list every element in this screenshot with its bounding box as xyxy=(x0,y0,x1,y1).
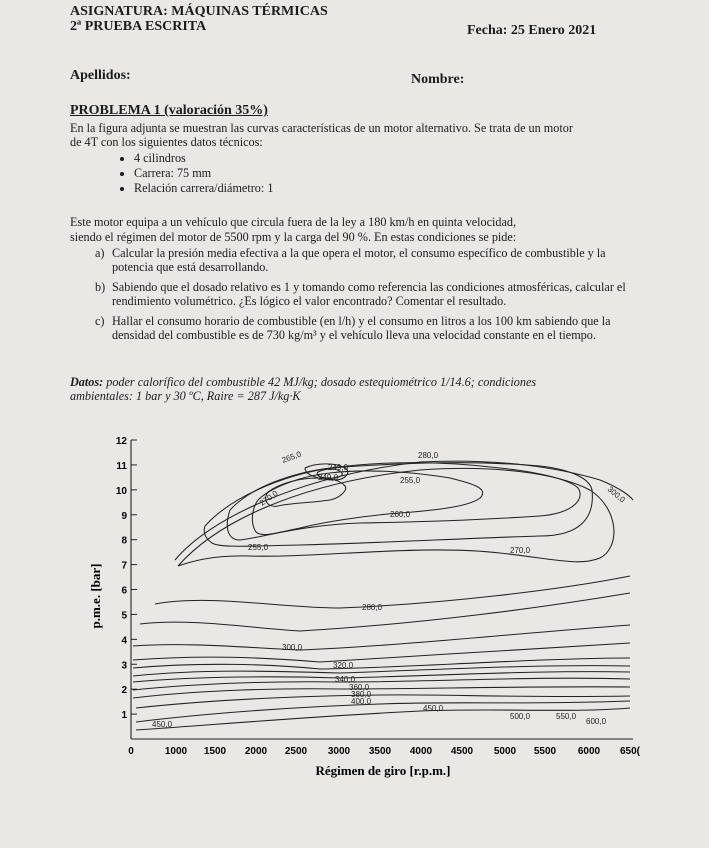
contour-label: 265,0 xyxy=(280,449,303,465)
y-tick-label: 10 xyxy=(115,485,127,497)
y-tick-label: 8 xyxy=(121,535,127,547)
scenario-line-1: Este motor equipa a un vehículo que circula fuera de la ley a 180 km/h en quinta velocidad, xyxy=(70,215,517,229)
y-tick-label: 12 xyxy=(115,436,127,447)
contour-label: 450,0 xyxy=(423,704,444,713)
question-b-text: Sabiendo que el dosado relativo es 1 y tomando como referencia las condiciones atmosféricas, calcular el rendimiento volumétrico. ¿Es lógico el valor encontrado? Comentar el resultado. xyxy=(112,280,626,308)
x-tick-label: 4500 xyxy=(450,746,474,757)
contour-label: 360,0 xyxy=(349,683,370,692)
contour-label: 450,0 xyxy=(152,720,173,729)
contour-line xyxy=(133,678,630,690)
y-tick-labels xyxy=(116,436,128,721)
x-tick-label: 1000 xyxy=(164,746,188,757)
engine-map-chart xyxy=(0,428,709,848)
exam-name: 2ª PRUEBA ESCRITA xyxy=(70,19,207,34)
x-tick-label: 1500 xyxy=(203,746,227,757)
contour-line xyxy=(155,576,630,608)
y-tick-label: 2 xyxy=(121,685,127,697)
contour-label: 500,0 xyxy=(510,712,531,721)
question-a-label: a) xyxy=(95,246,105,260)
contour-line xyxy=(136,695,630,708)
contour-line xyxy=(252,471,482,535)
x-tick-label: 6000 xyxy=(577,746,601,757)
x-tick-labels xyxy=(128,746,640,757)
y-tick-label: 3 xyxy=(121,660,127,672)
contour-curves xyxy=(133,461,633,730)
contour-line xyxy=(133,672,630,682)
name-label: Nombre: xyxy=(411,72,465,87)
contour-label: 260,0 xyxy=(390,510,411,519)
x-tick-label: 2000 xyxy=(244,746,268,757)
contour-label: 280,0 xyxy=(418,451,439,460)
contour-label: 249,0 xyxy=(328,463,349,472)
y-tick-label: 6 xyxy=(121,585,127,597)
data-label: Datos: xyxy=(70,375,104,389)
data-line-1 xyxy=(70,375,536,389)
x-tick-label: 2500 xyxy=(284,746,308,757)
y-axis-title: p.m.e. [bar] xyxy=(88,563,103,629)
x-tick-label: 4000 xyxy=(409,746,433,757)
question-c-text: Hallar el consumo horario de combustible (en l/h) y el consumo en litros a los 100 km sabiendo que la densidad del combustible es de 730 kg/m³ y el vehículo lleva una velocidad constante en el tiempo. xyxy=(112,314,611,342)
problem-title: PROBLEMA 1 (valoración 35%) xyxy=(70,103,268,118)
contour-label: 340,0 xyxy=(335,675,356,684)
contour-line xyxy=(133,643,630,662)
question-b-label: b) xyxy=(95,280,106,294)
y-tick-label: 1 xyxy=(121,710,127,722)
x-tick-label: 0 xyxy=(128,746,134,757)
x-tick-label: 5000 xyxy=(493,746,517,757)
chart-axes xyxy=(131,440,633,739)
data-line-2: ambientales: 1 bar y 30 ºC, Raire = 287 J/kg·K xyxy=(70,389,301,403)
y-tick-label: 4 xyxy=(121,635,127,647)
question-c-label: c) xyxy=(95,314,105,328)
contour-label: 300,0 xyxy=(282,643,303,652)
x-tick-label: 650( xyxy=(619,746,641,757)
contour-label: 380,0 xyxy=(351,690,372,699)
y-tick-marks xyxy=(131,440,137,714)
contour-label: 320,0 xyxy=(333,661,354,670)
y-tick-label: 11 xyxy=(116,460,127,472)
contour-line xyxy=(133,658,630,669)
intro-line-1: En la figura adjunta se muestran las curvas características de un motor alternativo. Se trata de un motor xyxy=(70,121,573,135)
contour-label: 600,0 xyxy=(586,717,607,726)
contour-label: 270,0 xyxy=(257,488,280,508)
x-tick-label: 3000 xyxy=(327,746,351,757)
question-a-text: Calcular la presión media efectiva a la que opera el motor, el consumo específico de combustible y la potencia que está desarrollando. xyxy=(112,246,606,274)
x-axis-title: Régimen de giro [r.p.m.] xyxy=(315,763,451,778)
contour-label: 300,0 xyxy=(605,484,627,505)
y-tick-label: 5 xyxy=(121,610,127,622)
y-tick-label: 9 xyxy=(121,510,127,522)
intro-line-2: de 4T con los siguientes datos técnicos: xyxy=(70,135,263,149)
contour-label: 255,0 xyxy=(400,476,421,485)
specs-list xyxy=(112,151,273,196)
scenario-line-2: siendo el régimen del motor de 5500 rpm y la carga del 90 %. En estas condiciones se pide: xyxy=(70,230,517,244)
contour-label: 270,0 xyxy=(510,546,531,555)
spec-item: • Carrera: 75 mm xyxy=(134,166,273,181)
x-tick-label: 5500 xyxy=(533,746,557,757)
contour-label: 400,0 xyxy=(351,697,372,706)
contour-label: 550,0 xyxy=(556,712,577,721)
subject-title: ASIGNATURA: MÁQUINAS TÉRMICAS xyxy=(70,4,328,19)
data-text-1: poder calorífico del combustible 42 MJ/kg; dosado estequiométrico 1/14.6; condiciones xyxy=(103,375,537,389)
spec-item: • Relación carrera/diámetro: 1 xyxy=(134,181,273,196)
y-tick-label: 7 xyxy=(121,560,127,572)
contour-line xyxy=(140,593,630,631)
contour-label: 280,0 xyxy=(362,603,383,612)
contour-label: 249,0 xyxy=(318,473,339,482)
contour-label: 255,0 xyxy=(248,543,269,552)
spec-item: • 4 cilindros xyxy=(134,151,273,166)
contour-line xyxy=(133,625,630,650)
surname-label: Apellidos: xyxy=(70,68,131,83)
x-tick-label: 3500 xyxy=(368,746,392,757)
exam-date: Fecha: 25 Enero 2021 xyxy=(467,23,597,38)
